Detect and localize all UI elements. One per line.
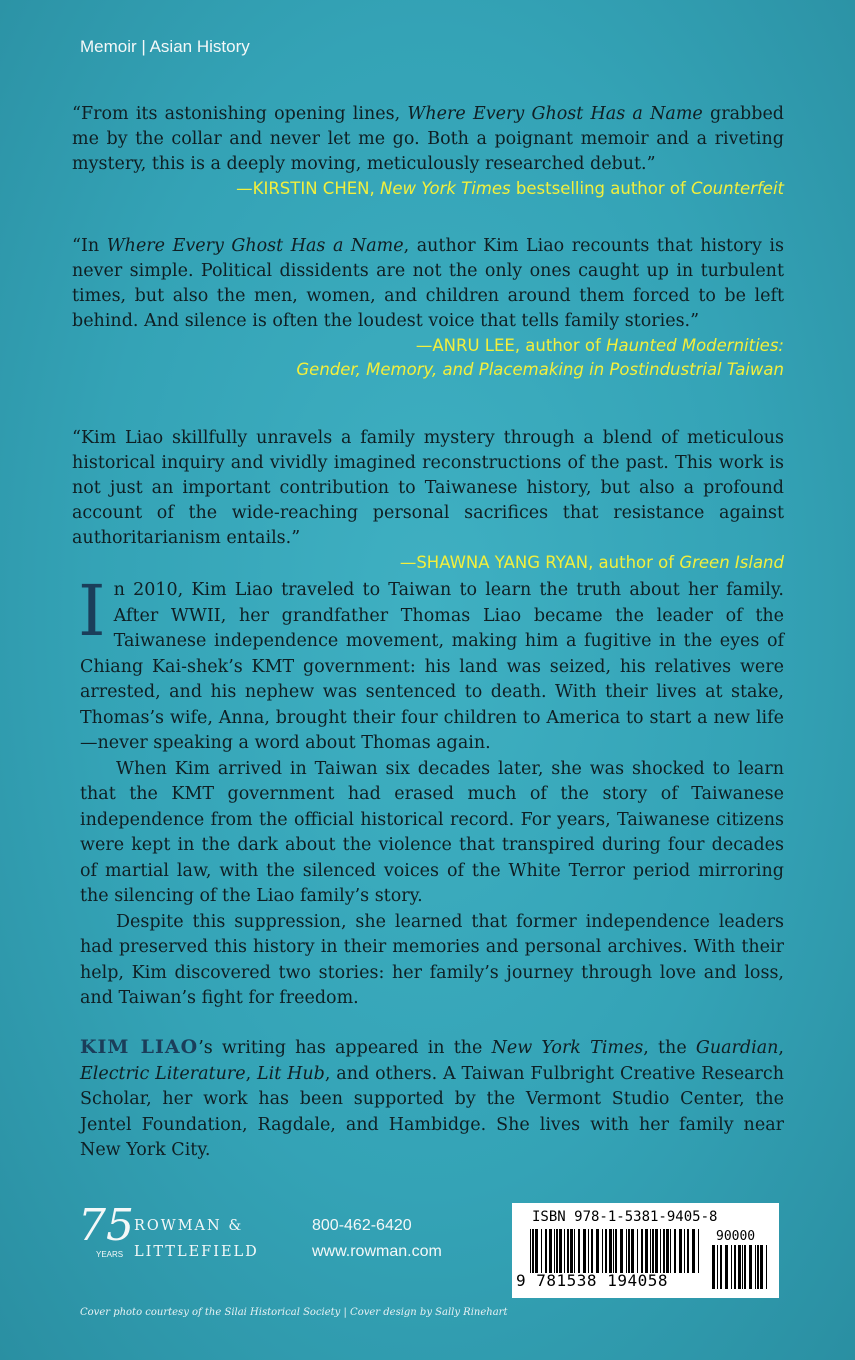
main-barcode-bars bbox=[530, 1229, 699, 1273]
blurb-1-text: “From its astonishing opening lines, Where Every Ghost Has a Name grabbed me by the collar and never let me go. Both a poignant memoir and a riveting mystery, this is a deeply moving, meticulously researched debut.” bbox=[72, 104, 785, 174]
barcode-bar bbox=[698, 1229, 699, 1273]
author-name: KIM LIAO bbox=[80, 1036, 199, 1058]
barcode-bar bbox=[760, 1245, 763, 1289]
blurb-3-text: “Kim Liao skillfully unravels a family mystery through a blend of meticulous historical inquiry and vividly imagined reconstructions of the past. This work is not just an important contribution to Taiwanese history, but also a profound account of the wide-reaching personal sacrifices that resistance against authoritarianism entails.” bbox=[72, 428, 784, 548]
barcode-bar bbox=[554, 1229, 555, 1273]
blurb-1 bbox=[72, 102, 784, 201]
description-paragraph-1: In 2010, Kim Liao traveled to Taiwan to learn the truth about her family. After WWII, her grandfather Thomas Liao became the leader of the Taiwanese independence movement, making him a fugitive in the eyes of Chiang Kai-shek’s KMT government: his land was seized, his relatives were arrested, and his nephew was sentenced to death. With their lives at stake, Thomas’s wife, Anna, brought their four children to America to start a new life—never speaking a word about Thomas again. bbox=[78, 570, 784, 753]
barcode-bar bbox=[734, 1245, 736, 1289]
barcode-bar bbox=[541, 1229, 542, 1273]
barcode-bar bbox=[591, 1229, 593, 1273]
barcode-bar bbox=[545, 1229, 547, 1273]
barcode-bar bbox=[720, 1245, 722, 1289]
blurb-1-attribution: —KIRSTIN CHEN, New York Times bestselling author of Counterfeit bbox=[236, 179, 784, 198]
barcode-bar bbox=[738, 1245, 741, 1289]
publisher-name bbox=[134, 1213, 259, 1265]
barcode-bar bbox=[744, 1245, 746, 1289]
barcode-bar bbox=[679, 1229, 682, 1273]
barcode-bar bbox=[725, 1245, 728, 1289]
barcode-bar bbox=[645, 1229, 648, 1273]
cover-credits: Cover photo courtesy of the Silai Historical Society | Cover design by Sally Rinehart bbox=[80, 1307, 508, 1318]
barcode-bar bbox=[626, 1229, 627, 1273]
barcode-bar bbox=[578, 1229, 580, 1273]
publisher-contact bbox=[312, 1213, 442, 1265]
book-description bbox=[78, 570, 784, 1012]
barcode-bar bbox=[574, 1229, 575, 1273]
category-label: Memoir | Asian History bbox=[80, 37, 250, 56]
barcode-bar bbox=[549, 1229, 552, 1273]
barcode-bar bbox=[663, 1229, 665, 1273]
barcode-bar bbox=[556, 1229, 558, 1273]
barcode-bar bbox=[666, 1229, 669, 1273]
anniversary-years-label: YEARS bbox=[96, 1250, 124, 1259]
barcode-bar bbox=[766, 1245, 767, 1289]
drop-cap: I bbox=[78, 570, 106, 652]
barcode-bar bbox=[532, 1229, 534, 1273]
barcode-bar bbox=[628, 1229, 630, 1273]
barcode-bar bbox=[641, 1229, 643, 1273]
blurb-3 bbox=[72, 426, 784, 575]
blurb-2-text: “In Where Every Ghost Has a Name, author Kim Liao recounts that history is never simple. Political dissidents are not the only ones caught up in turbulent times, but also the men, women, and children around them forced to be left behind. And silence is often the loudest voice that tells family stories.” bbox=[72, 236, 784, 331]
price-code: 90000 bbox=[716, 1229, 756, 1244]
barcode-bar bbox=[757, 1245, 759, 1289]
barcode-bar bbox=[731, 1245, 732, 1289]
barcode-bar bbox=[670, 1229, 671, 1273]
barcode-bar bbox=[588, 1229, 589, 1273]
blurb-2-attribution-line2: Gender, Memory, and Placemaking in Postindustrial Taiwan bbox=[296, 360, 784, 379]
barcode-bar bbox=[650, 1229, 651, 1273]
barcode-bar bbox=[567, 1229, 569, 1273]
barcode-bar bbox=[652, 1229, 654, 1273]
publisher-name-line-2: LITTLEFIELD bbox=[134, 1244, 259, 1260]
blurb-2-attribution: —ANRU LEE, author of Haunted Modernities: bbox=[415, 336, 784, 355]
barcode-bar bbox=[535, 1229, 538, 1273]
blurb-3-attribution: —SHAWNA YANG RYAN, author of Green Island bbox=[399, 553, 784, 572]
barcode-bar bbox=[596, 1229, 599, 1273]
barcode-bar bbox=[655, 1229, 658, 1273]
author-bio: KIM LIAO’s writing has appeared in the New York Times, the Guardian, Electric Literature, Lit Hub, and others. A Taiwan Fulbright Creative Research Scholar, her work has been supported by the Vermont Studio Center, the Jentel Foundation, Ragdale, and Hambidge. She lives with her family near New York City. bbox=[80, 1036, 784, 1160]
barcode-bar bbox=[712, 1245, 715, 1289]
barcode-bar bbox=[605, 1229, 607, 1273]
barcode-bar bbox=[602, 1229, 603, 1273]
barcode-bar bbox=[717, 1245, 718, 1289]
description-paragraph-2: When Kim arrived in Taiwan six decades later, she was shocked to learn that the KMT government had erased much of the story of Taiwanese independence from the official historical record. For years, Taiwanese citizens were kept in the dark about the violence that transpired during four decades of martial law, with the silenced voices of the White Terror period mirroring the silencing of the Liao family’s story. bbox=[80, 758, 784, 906]
addon-barcode-bars bbox=[712, 1245, 767, 1289]
barcode-bar bbox=[613, 1229, 614, 1273]
barcode-bar bbox=[564, 1229, 565, 1273]
barcode-bar bbox=[631, 1229, 634, 1273]
isbn-label: ISBN 978-1-5381-9405-8 bbox=[532, 1209, 718, 1225]
barcode-bar bbox=[742, 1245, 743, 1289]
barcode-bar bbox=[559, 1229, 562, 1273]
barcode-bar bbox=[692, 1229, 695, 1273]
publisher-website[interactable]: www.rowman.com bbox=[312, 1243, 442, 1260]
ean-number: 9 781538 194058 bbox=[516, 1271, 668, 1290]
barcode-bar bbox=[570, 1229, 573, 1273]
barcode-bar bbox=[609, 1229, 612, 1273]
barcode-bar bbox=[749, 1245, 752, 1289]
barcode-bar bbox=[755, 1245, 756, 1289]
barcode-bar bbox=[620, 1229, 623, 1273]
publisher-phone: 800-462-6420 bbox=[312, 1217, 412, 1234]
barcode-bar bbox=[687, 1229, 689, 1273]
barcode-bar bbox=[684, 1229, 685, 1273]
barcode-bar bbox=[674, 1229, 676, 1273]
barcode-box bbox=[512, 1203, 779, 1298]
publisher-name-line-1: ROWMAN & bbox=[134, 1218, 244, 1234]
barcode-bar bbox=[637, 1229, 638, 1273]
barcode-bar bbox=[660, 1229, 661, 1273]
blurb-2 bbox=[72, 234, 784, 382]
description-paragraph-3: Despite this suppression, she learned that former independence leaders had preserved this history in their memories and personal archives. With their help, Kim discovered two stories: her family’s journey through love and loss, and Taiwan’s fight for freedom. bbox=[80, 911, 784, 1008]
barcode-bar bbox=[583, 1229, 586, 1273]
barcode-bar bbox=[615, 1229, 617, 1273]
barcode-bar bbox=[530, 1229, 531, 1273]
anniversary-number: 75 bbox=[78, 1200, 134, 1251]
